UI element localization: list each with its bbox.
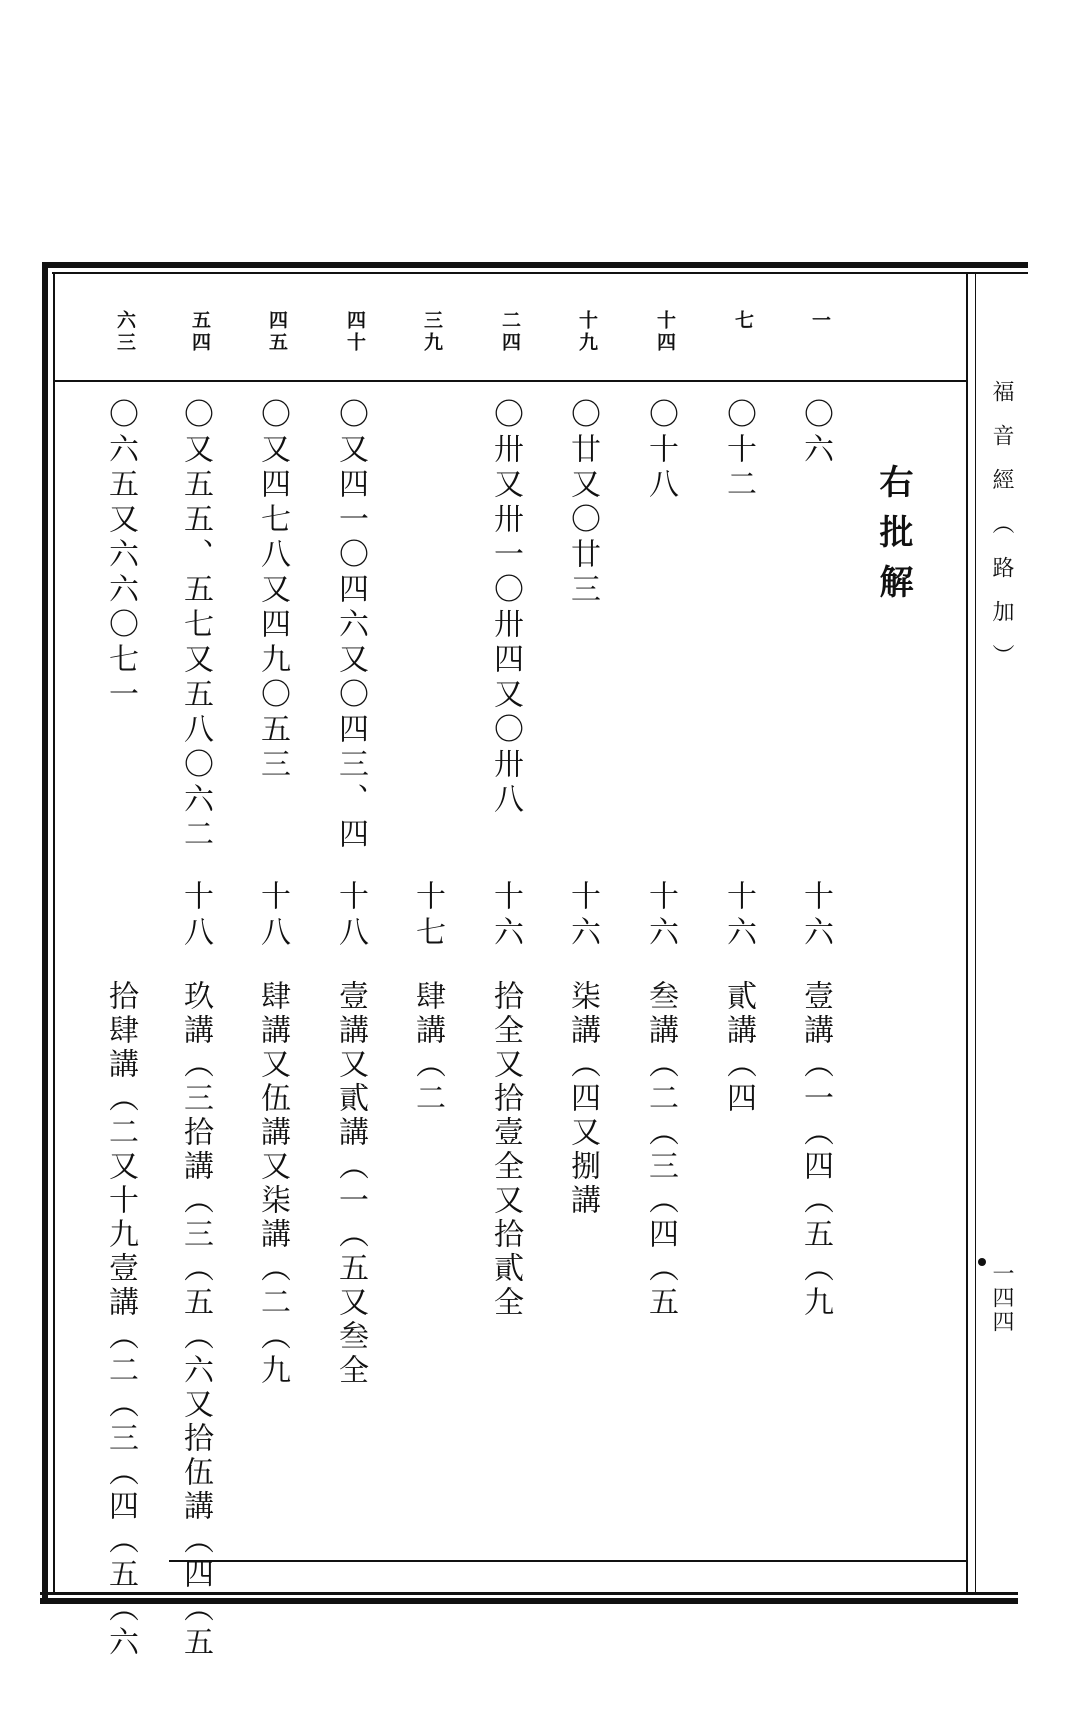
- lecture-chapter: 十六: [643, 880, 678, 952]
- reference-number: 十九: [576, 310, 598, 354]
- lecture-text: 壹講（一（四（五（九: [798, 980, 833, 1320]
- reference-number: 二四: [499, 310, 521, 354]
- passage-column: 〇六五又六六〇七一: [103, 398, 138, 713]
- lecture-text: 玖講（三拾講（三（五（六又拾伍講（四（五: [178, 980, 213, 1660]
- lecture-text: 壹講又貳講（一（五又叁全: [333, 980, 368, 1388]
- reference-header-divider: [54, 380, 966, 382]
- margin-rule: [975, 272, 976, 1594]
- passage-column: 〇六: [798, 398, 833, 468]
- passage-column: 〇廿又〇廿三: [565, 398, 600, 608]
- frame-top-inner-rule: [52, 272, 1028, 274]
- lecture-text: 柒講（四又捌講: [565, 980, 600, 1218]
- lecture-text: 肆講又伍講又柒講（二（九: [255, 980, 290, 1388]
- reference-number: 七: [732, 310, 754, 332]
- passage-column: 〇又五五、五七又五八〇六二: [178, 398, 213, 853]
- reference-number: 四五: [266, 310, 288, 354]
- lecture-text: 叁講（二（三（四（五: [643, 980, 678, 1320]
- section-title: 右批解: [873, 464, 913, 614]
- page-marker-dot: [978, 1258, 986, 1266]
- passage-column: 〇十二: [721, 398, 756, 503]
- bottom-divider: [169, 1560, 966, 1562]
- running-title: 福音經（路加）: [989, 380, 1014, 688]
- lecture-chapter: 十六: [721, 880, 756, 952]
- lecture-chapter: 十七: [410, 880, 445, 952]
- passage-column: 〇十八: [643, 398, 678, 503]
- lecture-chapter: 十六: [488, 880, 523, 952]
- reference-number: 三九: [421, 310, 443, 354]
- frame-top-rule: [44, 262, 1028, 268]
- lecture-chapter: 十六: [798, 880, 833, 952]
- passage-column: 〇又四一〇四六又〇四三、四: [333, 398, 368, 853]
- reference-number: 一: [809, 310, 831, 332]
- lecture-text: 拾全又拾壹全又拾貳全: [488, 980, 523, 1320]
- reference-number: 十四: [654, 310, 676, 354]
- reference-number: 四十: [344, 310, 366, 354]
- passage-column: 〇卅又卅一〇卅四又〇卅八: [488, 398, 523, 818]
- lecture-chapter: 十八: [178, 880, 213, 952]
- passage-column: 〇又四七八又四九〇五三: [255, 398, 290, 783]
- reference-number: 五四: [189, 310, 211, 354]
- frame-left-rule: [42, 262, 48, 1604]
- lecture-text: 拾肆講（二又十九壹講（二（三（四（五（六: [103, 980, 138, 1660]
- lecture-chapter: 十八: [333, 880, 368, 952]
- lecture-text: 貳講（四: [721, 980, 756, 1116]
- lecture-chapter: 十六: [565, 880, 600, 952]
- lecture-text: 肆講（二: [410, 980, 445, 1116]
- frame-left-inner-rule: [53, 272, 55, 1594]
- frame-right-rule: [966, 272, 968, 1594]
- page-number: 一四四: [989, 1262, 1014, 1334]
- lecture-chapter: 十八: [255, 880, 290, 952]
- reference-number: 六三: [114, 310, 136, 354]
